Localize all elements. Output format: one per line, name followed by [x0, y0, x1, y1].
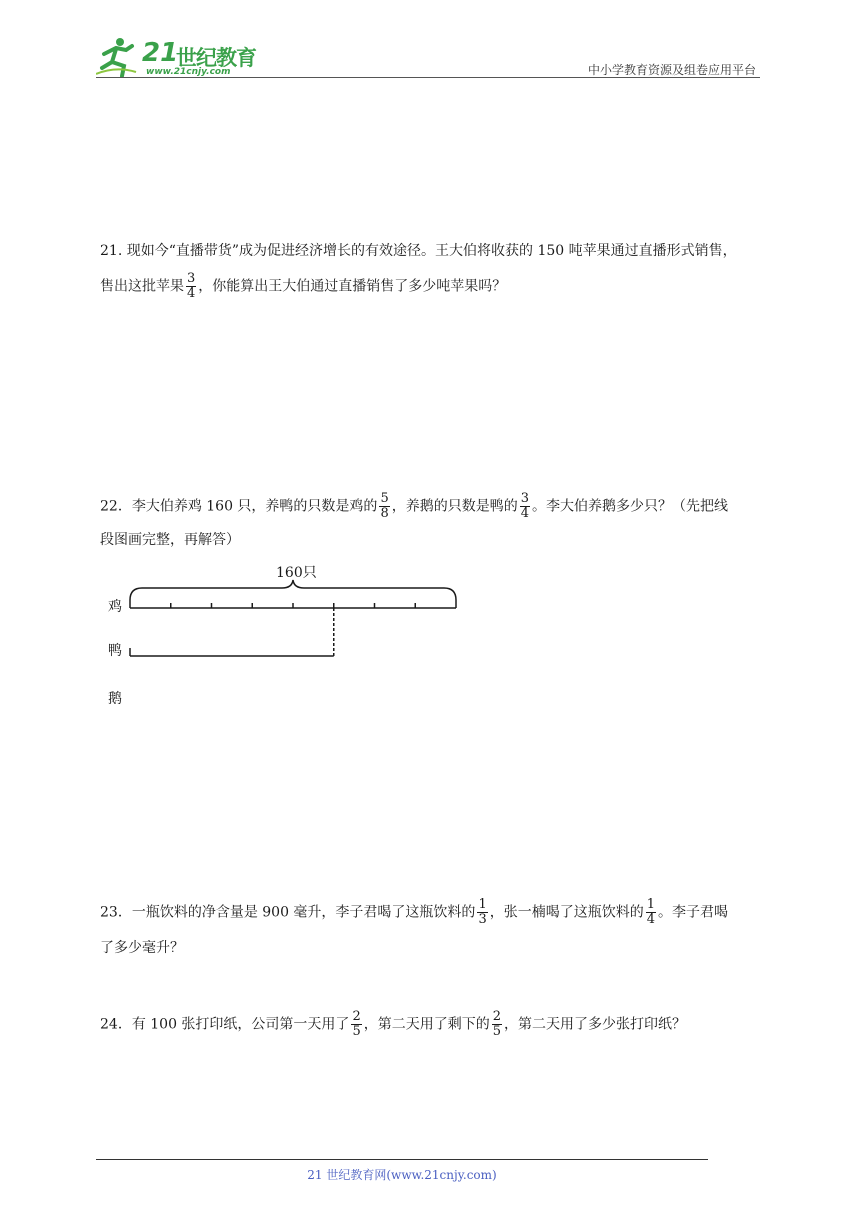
brace — [130, 580, 456, 600]
q23-text-b: ，张一楠喝了这瓶饮料的 — [489, 904, 644, 921]
fraction-numerator: 2 — [352, 1009, 361, 1024]
question-21 — [100, 240, 770, 301]
logo-url: www.21cnjy.com — [146, 67, 231, 77]
question-22 — [100, 492, 770, 551]
q21-text-b: ，你能算出王大伯通过直播销售了多少吨苹果吗？ — [198, 278, 507, 295]
logo-number: 21 — [142, 38, 179, 68]
segment-lines — [96, 560, 476, 710]
question-23 — [100, 898, 770, 959]
fraction-numerator: 5 — [380, 491, 389, 506]
q23-text-c: 。李子君喝 — [658, 904, 728, 921]
q24-fraction-1 — [351, 1010, 361, 1039]
q21-line1: 21. 现如今“直播带货”成为促进经济增长的有效途径。王大伯将收获的 150 吨苹果通过直播形式销售， — [100, 243, 737, 259]
q24-line1 — [100, 1010, 770, 1039]
fraction-numerator: 3 — [520, 491, 529, 506]
fraction-denominator: 8 — [380, 506, 389, 521]
fraction-denominator: 3 — [478, 912, 487, 927]
q22-text-b: ，养鹅的只数是鸭的 — [391, 498, 518, 515]
segment-diagram — [96, 560, 476, 710]
logo — [96, 36, 266, 80]
fraction-denominator: 4 — [520, 506, 529, 521]
footer-link[interactable]: 21 世纪教育网(www.21cnjy.com) — [307, 1168, 497, 1182]
label-duck: 鸭 — [108, 643, 122, 659]
label-chicken: 鸡 — [108, 599, 122, 615]
q23-line2: 了多少毫升？ — [100, 940, 184, 956]
q24-text-c: ，第二天用了多少张打印纸？ — [504, 1016, 686, 1033]
q22-text-a: 22．李大伯养鸡 160 只，养鸭的只数是鸡的 — [100, 498, 378, 515]
q22-fraction-1 — [379, 492, 389, 521]
fraction-numerator: 3 — [187, 271, 196, 286]
fraction-denominator: 4 — [187, 286, 196, 301]
question-24 — [100, 1010, 770, 1039]
q22-line1 — [100, 492, 770, 521]
q23-fraction-2 — [646, 898, 656, 927]
q21-line2 — [100, 272, 770, 301]
q23-fraction-1 — [477, 898, 487, 927]
logo-title: 世纪教育 — [176, 46, 256, 70]
q23-text-a: 23．一瓶饮料的净含量是 900 毫升，李子君喝了这瓶饮料的 — [100, 904, 476, 921]
fraction-denominator: 5 — [492, 1024, 501, 1039]
header-divider — [96, 77, 760, 78]
q24-text-a: 24．有 100 张打印纸，公司第一天用了 — [100, 1016, 350, 1033]
q22-fraction-2 — [520, 492, 530, 521]
q21-text-a: 售出这批苹果 — [100, 278, 184, 295]
q24-text-b: ，第二天用了剩下的 — [363, 1016, 490, 1033]
total-label: 160只 — [276, 565, 317, 581]
label-goose: 鹅 — [108, 691, 122, 707]
fraction-denominator: 5 — [352, 1024, 361, 1039]
q24-fraction-2 — [492, 1010, 502, 1039]
q21-fraction — [186, 272, 196, 301]
fraction-numerator: 2 — [492, 1009, 501, 1024]
footer-divider — [96, 1159, 708, 1160]
q22-text-c: 。李大伯养鹅多少只？（先把线 — [532, 498, 728, 515]
fraction-denominator: 4 — [646, 912, 655, 927]
platform-name: 中小学教育资源及组卷应用平台 — [587, 63, 756, 77]
q23-line1 — [100, 898, 770, 927]
fraction-numerator: 1 — [646, 897, 655, 912]
q22-line2: 段图画完整，再解答） — [100, 532, 240, 548]
fraction-numerator: 1 — [478, 897, 487, 912]
